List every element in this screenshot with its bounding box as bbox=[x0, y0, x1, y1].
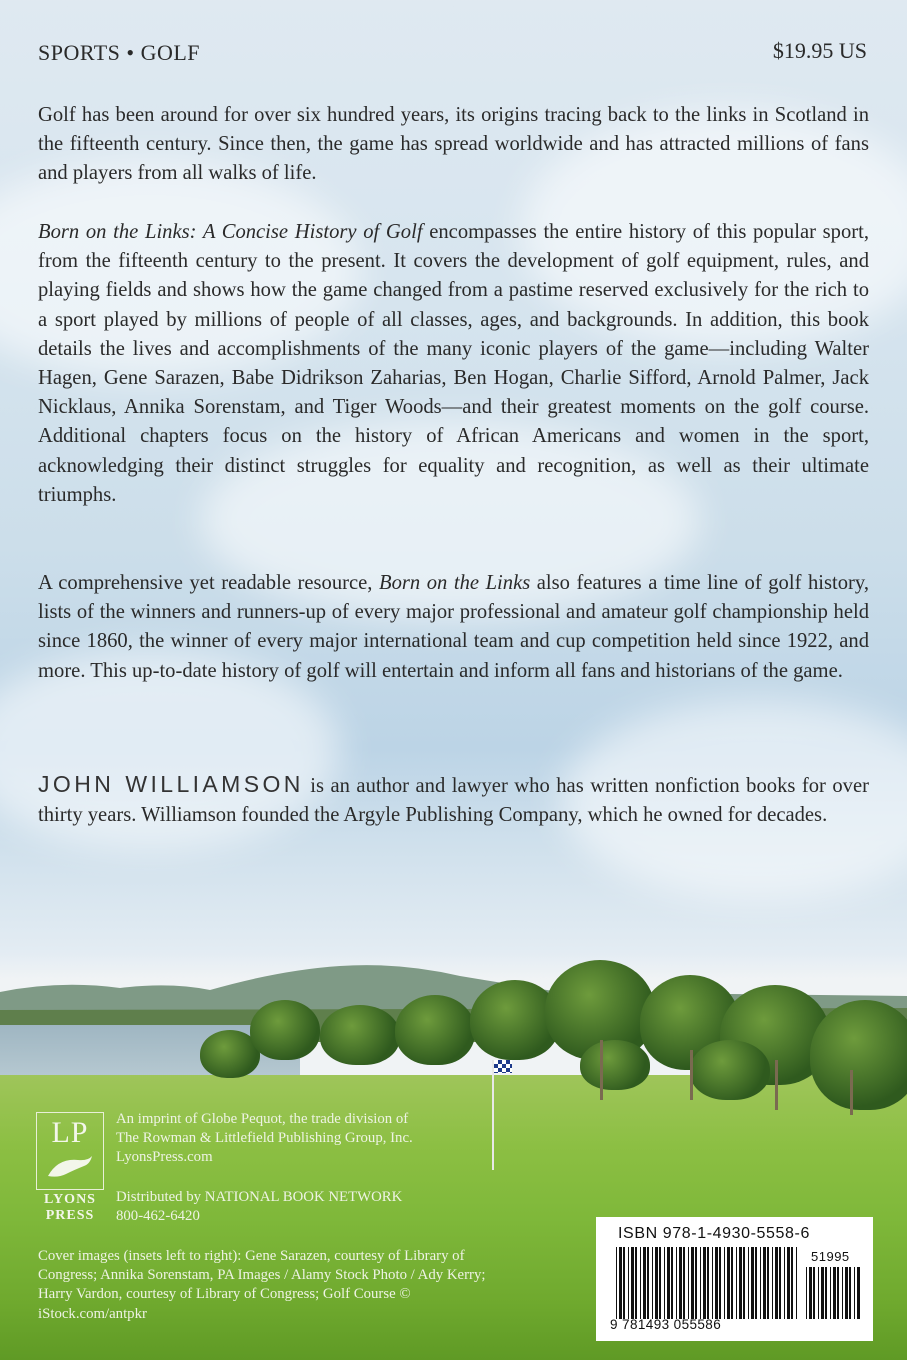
barcode-bar bbox=[628, 1247, 629, 1319]
barcode-bar bbox=[854, 1267, 855, 1319]
barcode-bar bbox=[695, 1247, 697, 1319]
barcode-bar bbox=[806, 1267, 807, 1319]
barcode-bar bbox=[715, 1247, 718, 1319]
barcode-bar bbox=[683, 1247, 685, 1319]
logo-name bbox=[36, 1192, 104, 1224]
ean-digits: 9 781493 055586 bbox=[610, 1317, 722, 1332]
checkered-flag-icon bbox=[494, 1060, 512, 1073]
book-title-short: Born on the Links bbox=[378, 572, 531, 594]
tree-trunk bbox=[850, 1070, 853, 1115]
price-barcode-bars bbox=[806, 1267, 860, 1319]
barcode-bar bbox=[791, 1247, 793, 1319]
barcode-bar bbox=[739, 1247, 742, 1319]
barcode-bar bbox=[631, 1247, 634, 1319]
barcode-bar bbox=[655, 1247, 658, 1319]
palm-tree bbox=[250, 1000, 320, 1060]
barcode-bar bbox=[779, 1247, 781, 1319]
barcode-bar bbox=[784, 1247, 785, 1319]
tree-trunk bbox=[690, 1050, 693, 1100]
barcode-bar bbox=[821, 1267, 824, 1319]
barcode-bar bbox=[659, 1247, 661, 1319]
barcode-bar bbox=[772, 1247, 773, 1319]
tree-trunk bbox=[775, 1060, 778, 1110]
barcode-bar bbox=[727, 1247, 730, 1319]
isbn-barcode bbox=[596, 1217, 873, 1341]
barcode-bar bbox=[809, 1267, 812, 1319]
barcode-bar bbox=[676, 1247, 677, 1319]
publisher-website: LyonsPress.com bbox=[116, 1149, 213, 1165]
barcode-bar bbox=[619, 1247, 622, 1319]
imprint-line: The Rowman & Littlefield Publishing Group, Inc. bbox=[116, 1130, 413, 1146]
barcode-bar bbox=[845, 1267, 848, 1319]
author-bio bbox=[38, 770, 869, 830]
barcode-bar bbox=[857, 1267, 860, 1319]
logo-name-line1: LYONS bbox=[44, 1192, 96, 1207]
dolphin-icon bbox=[44, 1152, 96, 1184]
barcode-bar bbox=[842, 1267, 843, 1319]
description-paragraph-3 bbox=[38, 569, 869, 686]
author-name: JOHN WILLIAMSON bbox=[38, 771, 304, 797]
barcode-bar bbox=[671, 1247, 673, 1319]
distributor-info bbox=[116, 1188, 402, 1226]
barcode-bar bbox=[667, 1247, 670, 1319]
barcode-bar bbox=[703, 1247, 706, 1319]
isbn-number: ISBN 978-1-4930-5558-6 bbox=[618, 1225, 810, 1242]
paragraph-2-text: encompasses the entire history of this popular sport, from the fifteenth century to the present. It covers the development of golf equipment, rules, and playing fields and shows how the game changed from a pastime reserved exclusively for the rich to a sport played by millions of people of all classes, ages, and backgrounds. In addition, this book details the lives and accomplishments of the many iconic players of the game—including Walter Hagen, Gene Sarazen, Babe Didrikson Zaharias, Ben Hogan, Charlie Sifford, Arnold Palmer, Jack Nicklaus, Annika Sorenstam, and Tiger Woods—and their greatest moments on the golf course. Additional chapters focus on the history of African Americans and women in the sport, acknowledging their distinct struggles for equality and recognition, as well as their ultimate triumphs. bbox=[38, 221, 869, 506]
imprint-info bbox=[116, 1110, 413, 1167]
barcode-bar bbox=[760, 1247, 761, 1319]
palm-tree bbox=[690, 1040, 770, 1100]
barcode-bar bbox=[755, 1247, 757, 1319]
price-label: $19.95 US bbox=[772, 38, 867, 63]
barcode-bar bbox=[643, 1247, 646, 1319]
palm-tree bbox=[320, 1005, 400, 1065]
barcode-bar bbox=[679, 1247, 682, 1319]
barcode-bar bbox=[691, 1247, 694, 1319]
paragraph-3-text: also features a time line of golf history, lists of the winners and runners-up of every major professional and amateur golf championship held since 1860, the winner of every major international team and cup competition held since 1922, and more. This up-to-date history of golf will entertain and inform all fans and historians of the game. bbox=[38, 572, 870, 682]
barcode-bar bbox=[700, 1247, 701, 1319]
barcode-bar bbox=[796, 1247, 797, 1319]
distributor-phone: 800-462-6420 bbox=[116, 1208, 200, 1224]
book-title: Born on the Links: A Concise History of Golf bbox=[38, 221, 423, 243]
paragraph-3-start: A comprehensive yet readable resource, bbox=[38, 572, 379, 594]
barcode-bar bbox=[833, 1267, 836, 1319]
barcode-bar bbox=[635, 1247, 637, 1319]
palm-tree bbox=[810, 1000, 907, 1110]
barcode-bar bbox=[818, 1267, 819, 1319]
cover-image-credits: Cover images (insets left to right): Gene Sarazen, courtesy of Library of Congress; Annika Sorenstam, PA Images / Alamy Stock Photo / Ady Kerry; Harry Vardon, courtesy of Library of Congress; Golf Course © iStock.com/antpkr bbox=[38, 1248, 486, 1322]
logo-initials: LP bbox=[51, 1116, 89, 1149]
barcode-bar bbox=[731, 1247, 733, 1319]
author-bio-text: is an author and lawyer who has written nonfiction books for over thirty years. Williamson founded the Argyle Publishing Company, which he owned for decades. bbox=[38, 775, 869, 827]
logo-name-line2: PRESS bbox=[45, 1208, 95, 1223]
palm-tree bbox=[395, 995, 475, 1065]
barcode-bar bbox=[712, 1247, 713, 1319]
barcode-bar bbox=[664, 1247, 665, 1319]
barcode-bar bbox=[640, 1247, 641, 1319]
barcode-bar bbox=[751, 1247, 754, 1319]
barcode-bar bbox=[652, 1247, 653, 1319]
description-paragraph-2 bbox=[38, 218, 869, 510]
category-label: SPORTS • GOLF bbox=[38, 40, 201, 65]
barcode-bar bbox=[775, 1247, 778, 1319]
barcode-bar bbox=[736, 1247, 737, 1319]
barcode-bar bbox=[724, 1247, 725, 1319]
barcode-bar bbox=[849, 1267, 851, 1319]
tree-trunk bbox=[600, 1040, 603, 1100]
price-code: 51995 bbox=[811, 1249, 850, 1264]
barcode-bar bbox=[767, 1247, 769, 1319]
barcode-bar bbox=[623, 1247, 625, 1319]
barcode-bar bbox=[813, 1267, 815, 1319]
barcode-bar bbox=[743, 1247, 745, 1319]
golf-flagpole bbox=[492, 1060, 494, 1170]
barcode-bar bbox=[830, 1267, 831, 1319]
barcode-bar bbox=[647, 1247, 649, 1319]
barcode-bar bbox=[787, 1247, 790, 1319]
barcode-bar bbox=[616, 1247, 617, 1319]
distributor-line: Distributed by NATIONAL BOOK NETWORK bbox=[116, 1189, 403, 1205]
palm-tree bbox=[580, 1040, 650, 1090]
description-paragraph-1: Golf has been around for over six hundred years, its origins tracing back to the links in Scotland in the fifteenth century. Since then, the game has spread worldwide and has attracted millions of fans and players from all walks of life. bbox=[38, 104, 869, 185]
barcode-bar bbox=[763, 1247, 766, 1319]
barcode-bar bbox=[837, 1267, 839, 1319]
ean-barcode-bars bbox=[616, 1247, 800, 1319]
barcode-bar bbox=[748, 1247, 749, 1319]
lyons-press-logo bbox=[36, 1112, 104, 1226]
barcode-bar bbox=[825, 1267, 827, 1319]
barcode-bar bbox=[688, 1247, 689, 1319]
barcode-bar bbox=[719, 1247, 721, 1319]
barcode-bar bbox=[707, 1247, 709, 1319]
imprint-line: An imprint of Globe Pequot, the trade division of bbox=[116, 1111, 409, 1127]
